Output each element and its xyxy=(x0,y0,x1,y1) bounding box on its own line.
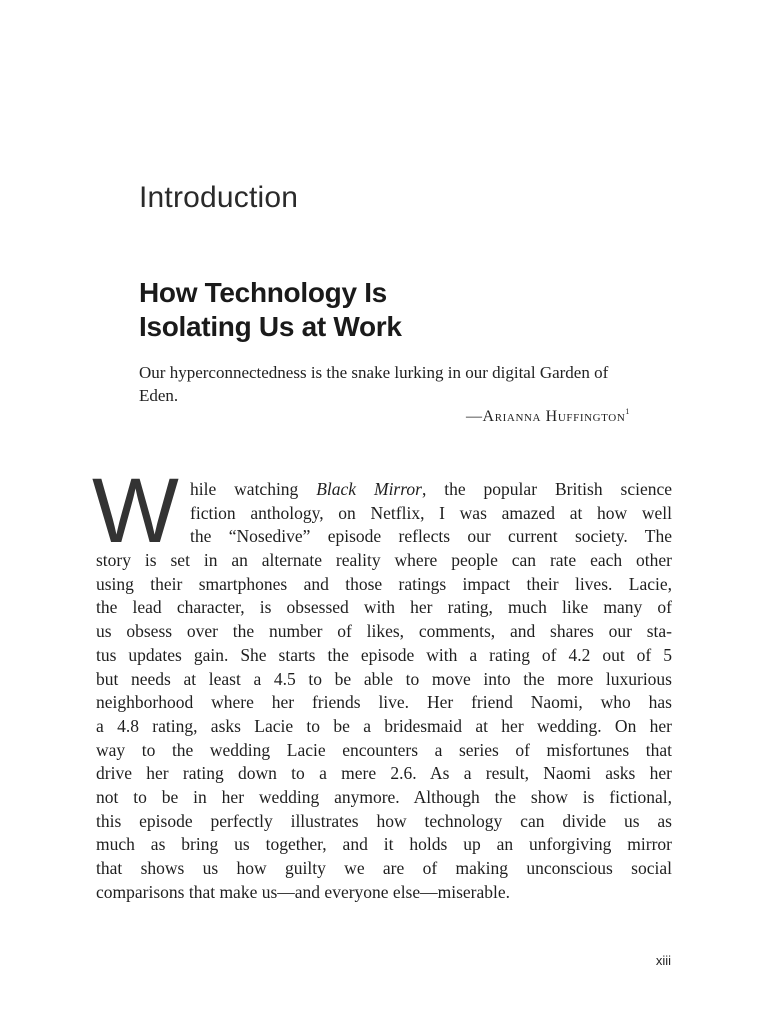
page-number: xiii xyxy=(655,953,671,968)
chapter-title-line: Isolating Us at Work xyxy=(139,311,402,342)
body-line xyxy=(190,478,672,502)
body-line: the “Nosedive” episode reflects our current society. The xyxy=(190,526,672,547)
epigraph-attribution xyxy=(466,407,630,426)
body-line: a 4.8 rating, asks Lacie to be a bridesmaid at her wedding. On her xyxy=(96,715,672,736)
chapter-title xyxy=(139,276,402,344)
body-line: neighborhood where her friends live. Her friend Naomi, who has xyxy=(96,692,672,713)
body-line: using their smartphones and those ratings impact their lives. Lacie, xyxy=(96,573,672,594)
body-line: but needs at least a 4.5 to be able to move into the more luxurious xyxy=(96,668,672,689)
body-opening-lines xyxy=(190,478,672,549)
body-line: this episode perfectly illustrates how technology can divide us as xyxy=(96,810,672,831)
body-line: not to be in her wedding anymore. Although the show is fictional, xyxy=(96,787,672,808)
chapter-title-line: How Technology Is xyxy=(139,277,387,308)
body-line: drive her rating down to a mere 2.6. As a result, Naomi asks her xyxy=(96,763,672,784)
body-line: the lead character, is obsessed with her rating, much like many of xyxy=(96,597,672,618)
body-line: comparisons that make us—and everyone else—miserable. xyxy=(96,881,511,902)
epigraph-author: —Arianna Huffington xyxy=(465,408,626,425)
show-title: Black Mirror xyxy=(316,479,422,499)
chapter-label: Introduction xyxy=(139,181,299,214)
body-line: much as bring us together, and it holds up an unforgiving mirror xyxy=(96,834,672,855)
body-line: fiction anthology, on Netflix, I was amazed at how well xyxy=(190,502,672,523)
body-paragraph xyxy=(96,549,672,905)
body-line: tus updates gain. She starts the episode with a rating of 4.2 out of 5 xyxy=(96,644,672,665)
body-text: , the popular British science xyxy=(421,479,672,499)
body-text: hile watching xyxy=(190,479,317,499)
epigraph-quote: Our hyperconnectedness is the snake lurking in our digital Garden of Eden. xyxy=(139,363,609,405)
body-line: way to the wedding Lacie encounters a series of misfortunes that xyxy=(96,739,672,760)
body-line: that shows us how guilty we are of making unconscious social xyxy=(96,858,672,879)
drop-cap: W xyxy=(92,460,179,562)
footnote-mark: 1 xyxy=(625,407,630,416)
body-line: story is set in an alternate reality where people can rate each other xyxy=(96,550,672,570)
body-line: us obsess over the number of likes, comments, and shares our sta- xyxy=(96,621,672,642)
